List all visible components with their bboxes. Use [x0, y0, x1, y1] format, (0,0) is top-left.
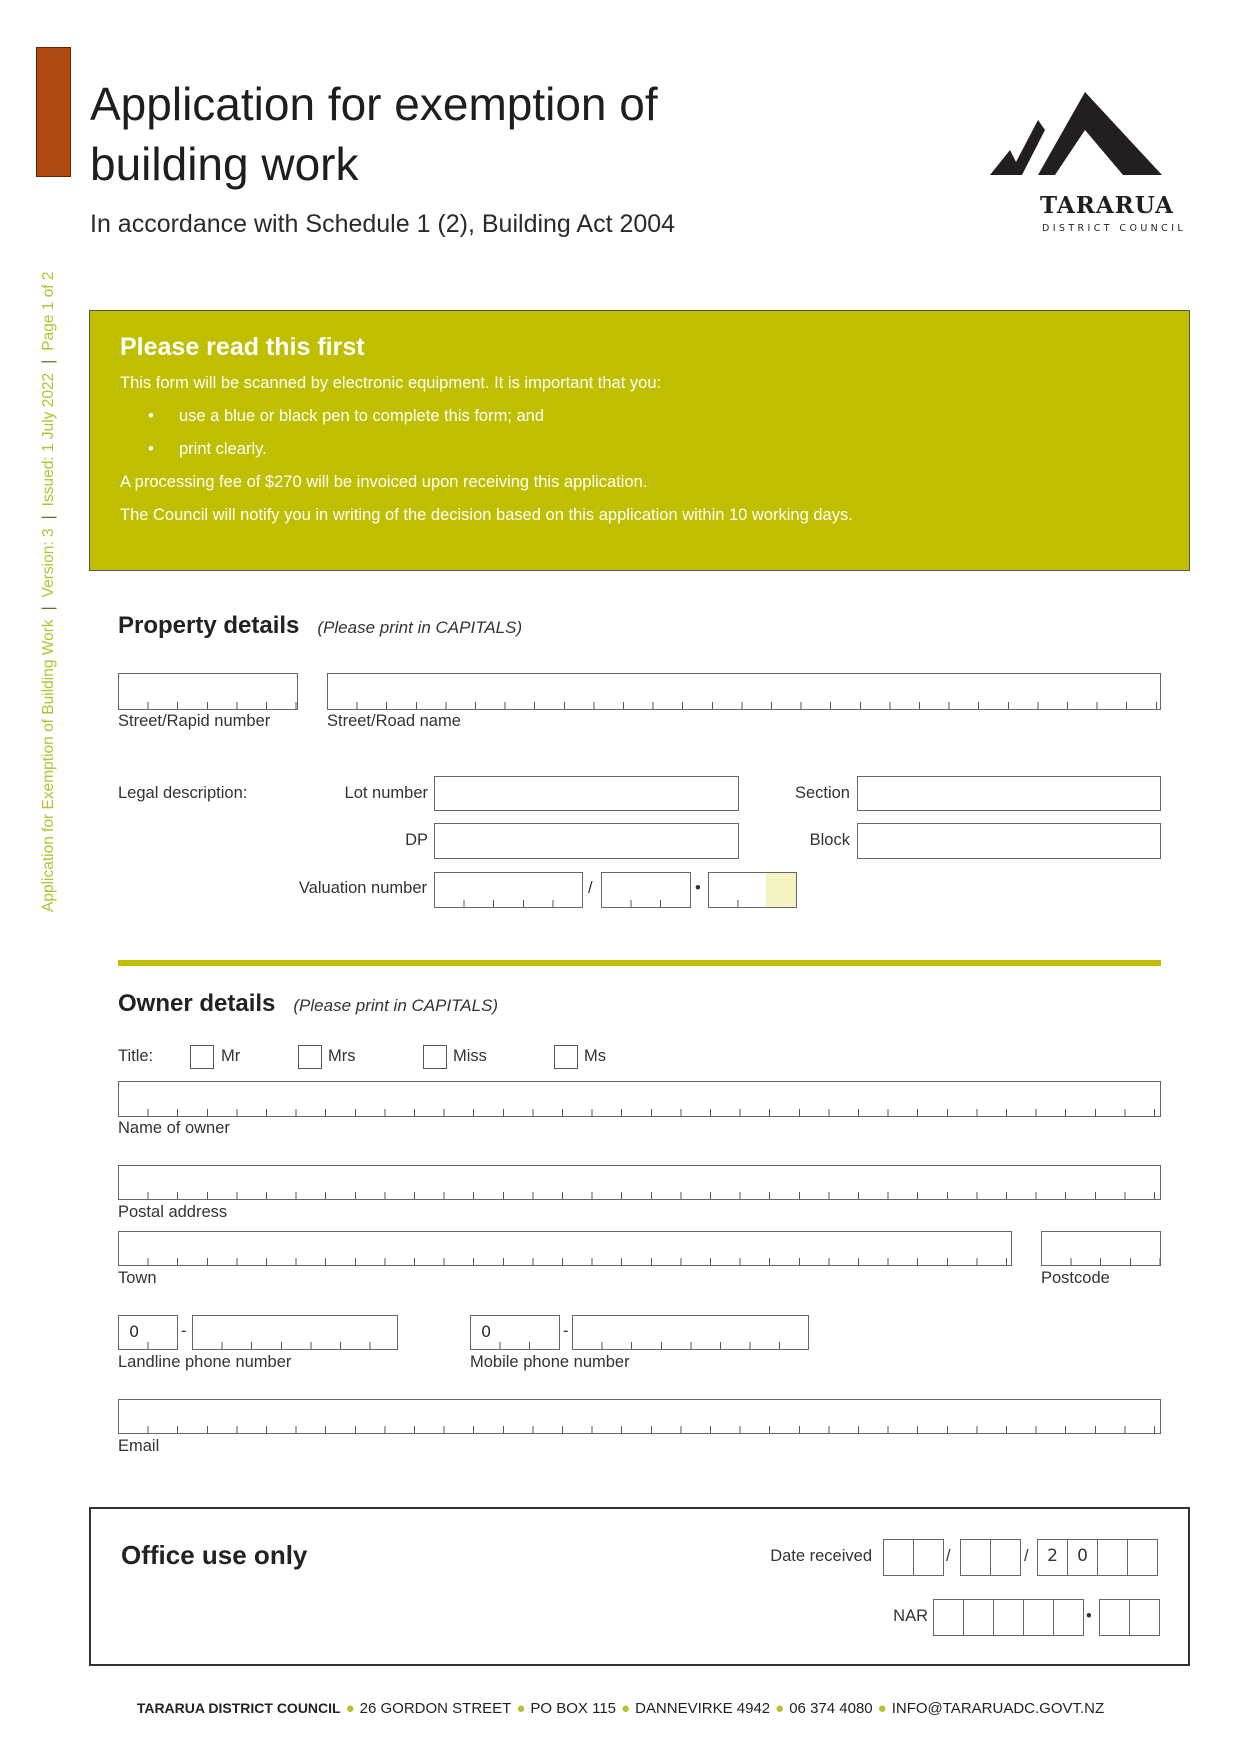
version: Version: 3	[40, 528, 57, 598]
postcode-label: Postcode	[1041, 1269, 1110, 1287]
block-input[interactable]	[857, 823, 1161, 859]
council-logo: TARARUA DISTRICT COUNCIL	[990, 92, 1190, 242]
town-label: Town	[118, 1269, 157, 1287]
block-label: Block	[809, 831, 850, 849]
office-use-heading: Office use only	[121, 1540, 308, 1570]
owner-name-label: Name of owner	[118, 1119, 230, 1137]
notice-decision: The Council will notify you in writing of the decision based on this application within 10 working days.	[120, 506, 853, 524]
doc-name: Application for Exemption of Building Work	[40, 619, 57, 912]
document-sidebar-info: Application for Exemption of Building Work|Version: 3|Issued: 1 July 2022|Page 1 of 2	[40, 271, 57, 912]
town-input[interactable]	[118, 1231, 1012, 1266]
title-ms-checkbox[interactable]	[554, 1045, 578, 1069]
title-mrs-checkbox[interactable]	[298, 1045, 322, 1069]
mobile-number-input[interactable]	[572, 1315, 809, 1350]
landline-label: Landline phone number	[118, 1353, 292, 1371]
notice-fee: A processing fee of $270 will be invoiced upon receiving this application.	[120, 473, 648, 491]
mountain-logo-icon	[990, 92, 1190, 192]
email-input[interactable]	[118, 1399, 1161, 1434]
section-input[interactable]	[857, 776, 1161, 811]
slash: /	[946, 1547, 951, 1565]
dp-label: DP	[405, 831, 428, 849]
footer-contact: TARARUA DISTRICT COUNCIL ● 26 GORDON STREET ● PO BOX 115 ● DANNEVIRKE 4942 ● 06 374 4080 ● INFO@TARARUADC.GOVT.NZ	[136, 1700, 1105, 1717]
mr-label: Mr	[221, 1047, 241, 1065]
valuation-part2-input[interactable]	[601, 872, 691, 908]
section-label: Section	[794, 784, 850, 802]
street-number-input[interactable]	[118, 673, 298, 710]
page-number: Page 1 of 2	[40, 271, 57, 351]
title-miss-checkbox[interactable]	[423, 1045, 447, 1069]
read-first-notice	[89, 310, 1190, 571]
mobile-label: Mobile phone number	[470, 1353, 630, 1371]
title-mr-checkbox[interactable]	[190, 1045, 214, 1069]
accent-bar	[36, 47, 71, 177]
dot: •	[695, 879, 701, 897]
title-label: Title:	[118, 1047, 154, 1065]
mobile-prefix-input[interactable]: 0	[470, 1315, 560, 1350]
dp-input[interactable]	[434, 823, 739, 859]
date-received-label: Date received	[770, 1547, 872, 1565]
email-label: Email	[118, 1437, 160, 1455]
valuation-part1-input[interactable]	[434, 872, 583, 908]
date-month-cells[interactable]	[960, 1539, 1021, 1576]
section-divider	[118, 960, 1161, 966]
highlighted-cell	[766, 873, 796, 907]
property-details-heading: Property details (Please print in CAPITALS)	[118, 612, 523, 639]
slash: /	[1024, 1547, 1029, 1565]
notice-bullet: • use a blue or black pen to complete this form; and	[179, 407, 1159, 426]
nar-label: NAR	[893, 1607, 928, 1625]
postcode-input[interactable]	[1041, 1231, 1161, 1266]
notice-intro: This form will be scanned by electronic equipment. It is important that you:	[120, 374, 662, 392]
dash: -	[181, 1322, 187, 1340]
slash: /	[588, 879, 593, 897]
postal-address-input[interactable]	[118, 1165, 1161, 1200]
dash: -	[563, 1322, 569, 1340]
valuation-label: Valuation number	[298, 879, 427, 897]
nar-suffix-cells[interactable]	[1099, 1599, 1160, 1636]
postal-address-label: Postal address	[118, 1203, 228, 1221]
landline-number-input[interactable]	[192, 1315, 398, 1350]
page-title: Application for exemption of building work	[90, 78, 658, 190]
ms-label: Ms	[584, 1047, 606, 1065]
street-name-input[interactable]	[327, 673, 1161, 710]
valuation-part3-input[interactable]	[708, 872, 797, 908]
nar-cells[interactable]	[933, 1599, 1084, 1636]
dot: •	[1086, 1607, 1092, 1625]
legal-description-label: Legal description:	[118, 784, 248, 802]
notice-heading: Please read this first	[120, 333, 365, 361]
subtitle: In accordance with Schedule 1 (2), Building Act 2004	[90, 210, 676, 238]
street-name-label: Street/Road name	[327, 712, 461, 730]
date-day-cells[interactable]	[883, 1539, 944, 1576]
date-year-cells[interactable]: 2 0	[1037, 1539, 1158, 1576]
mrs-label: Mrs	[328, 1047, 356, 1065]
miss-label: Miss	[453, 1047, 487, 1065]
lot-label: Lot number	[344, 784, 428, 802]
street-number-label: Street/Rapid number	[118, 712, 271, 730]
lot-number-input[interactable]	[434, 776, 739, 811]
owner-name-input[interactable]	[118, 1081, 1161, 1117]
owner-details-heading: Owner details (Please print in CAPITALS)	[118, 990, 499, 1017]
landline-prefix-input[interactable]: 0	[118, 1315, 178, 1350]
office-use-panel	[89, 1507, 1190, 1666]
issued: Issued: 1 July 2022	[40, 372, 57, 507]
notice-bullet: • print clearly.	[179, 440, 1159, 459]
